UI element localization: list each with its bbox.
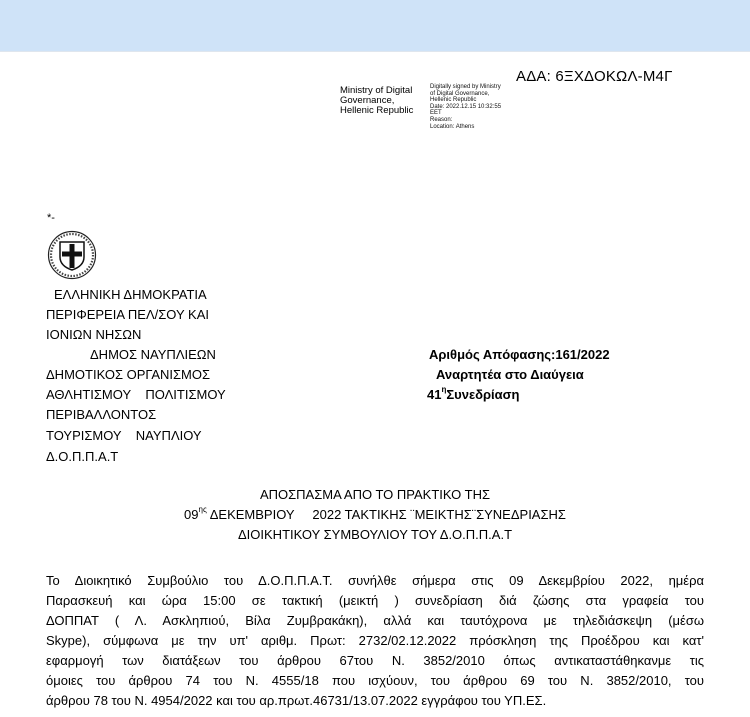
top-bar-divider — [0, 51, 750, 52]
signature-org-line: Governance, — [340, 95, 395, 106]
title-line-3: ΔΙΟΙΚΗΤΙΚΟΥ ΣΥΜΒΟΥΛΙΟΥ ΤΟΥ Δ.Ο.Π.Π.Α.Τ — [237, 527, 513, 542]
header-environment: ΠΕΡΙΒΑΛΛΟΝΤΟΣ — [46, 407, 157, 422]
body-line: Το Διοικητικό Συμβούλιο του Δ.Ο.Π.Π.Α.Τ. συνήλθε σήμερα στις 09 Δεκεμβρίου 2022, ημέρα — [46, 573, 704, 588]
header-region: ΠΕΡΙΦΕΡΕΙΑ ΠΕΛ/ΣΟΥ ΚΑΙ — [46, 307, 209, 322]
signature-org-line: Ministry of Digital — [340, 85, 413, 96]
signature-org-line: Hellenic Republic — [340, 105, 414, 116]
body-line: εφαρμογή των διατάξεων του άρθρου 67του Ν. 3852/2010 όπως αντικαταστάθηκανμε τις — [46, 653, 704, 668]
signature-detail-line: Date: 2022.12.15 10:32:55 — [430, 103, 502, 110]
session-number: $41^\eta\Sigma\upsilon\nu\varepsilon\delta\rho ί\alpha\sigma\eta$ — [427, 385, 520, 402]
body-line: Skype), σύμφωνα με την υπ' αριθμ. Πρωτ: 2732/02.12.2022 πρόσκληση της Προέδρου και κατ' — [46, 633, 704, 648]
header-municipality: ΔΗΜΟΣ ΝΑΥΠΛΙΕΩΝ — [90, 347, 216, 362]
body-paragraph — [46, 571, 704, 711]
header-organization: ΔΗΜΟΤΙΚΟΣ ΟΡΓΑΝΙΣΜΟΣ — [46, 367, 211, 382]
header-hellenic-republic: ΕΛΛΗΝΙΚΗ ΔΗΜΟΚΡΑΤΙΑ — [54, 287, 207, 302]
title-line-2: $09^{\eta\varsigma}$ ΔΕΚΕΜΒΡΙΟΥ 2022 ΤΑΚΤΙΚΗΣ ¨ΜΕΙΚΤΗΣ¨ΣΥΝΕΔΡΙΑΣΗΣ — [184, 505, 566, 522]
signature-detail-line: Hellenic Republic — [430, 97, 477, 104]
signature-details — [430, 84, 501, 130]
body-line: ΔΟΠΠΑΤ ( Λ. Ασκληπιού, Βίλα Ζυμβρακάκη), αλλά και ταυτόχρονα με τηλεδιάσκεψη (μέσω — [46, 613, 704, 628]
decision-number: Αριθμός Απόφασης:161/2022 — [429, 347, 610, 362]
viewer-top-bar — [0, 0, 750, 51]
ada-code: ΑΔΑ: 6ΞΧΔΟΚΩΛ-Μ4Γ — [516, 68, 673, 85]
signature-detail-line: of Digital Governance, — [430, 90, 490, 97]
body-line: άρθρου 78 του Ν. 4954/2022 και του αρ.πρωτ.46731/13.07.2022 εγγράφου του ΥΠ.ΕΣ. — [46, 693, 547, 708]
header-acronym: Δ.Ο.Π.Π.Α.Τ — [46, 449, 119, 464]
greek-coat-of-arms-icon — [47, 230, 97, 280]
signature-detail-line: EET — [430, 110, 442, 117]
document-mark: *- — [47, 212, 55, 224]
signature-detail-line: Reason: — [430, 116, 453, 123]
title-line-1: ΑΠΟΣΠΑΣΜΑ ΑΠΟ ΤΟ ΠΡΑΚΤΙΚΟ ΤΗΣ — [259, 487, 491, 502]
signature-detail-line: Location: Athens — [430, 123, 475, 130]
header-islands: ΙΟΝΙΩΝ ΝΗΣΩΝ — [46, 327, 142, 342]
signature-detail-line: Digitally signed by Ministry — [430, 84, 501, 90]
signature-organization — [340, 86, 413, 116]
body-line: όμοιες του άρθρου 74 του Ν. 4555/18 που ισχύουν, του άρθρου 69 του Ν. 3852/2010, του — [46, 673, 704, 688]
header-sports-culture: ΑΘΛΗΤΙΣΜΟΥ ΠΟΛΙΤΙΣΜΟΥ — [46, 387, 226, 402]
diavgeia-label: Αναρτητέα στο Διαύγεια — [436, 367, 584, 382]
header-tourism: ΤΟΥΡΙΣΜΟΥ ΝΑΥΠΛΙΟΥ — [46, 428, 202, 443]
body-line: Παρασκευή και ώρα 15:00 σε τακτική (μεικτή ) συνεδρίαση διά ζώσης στα γραφεία του — [46, 593, 704, 608]
